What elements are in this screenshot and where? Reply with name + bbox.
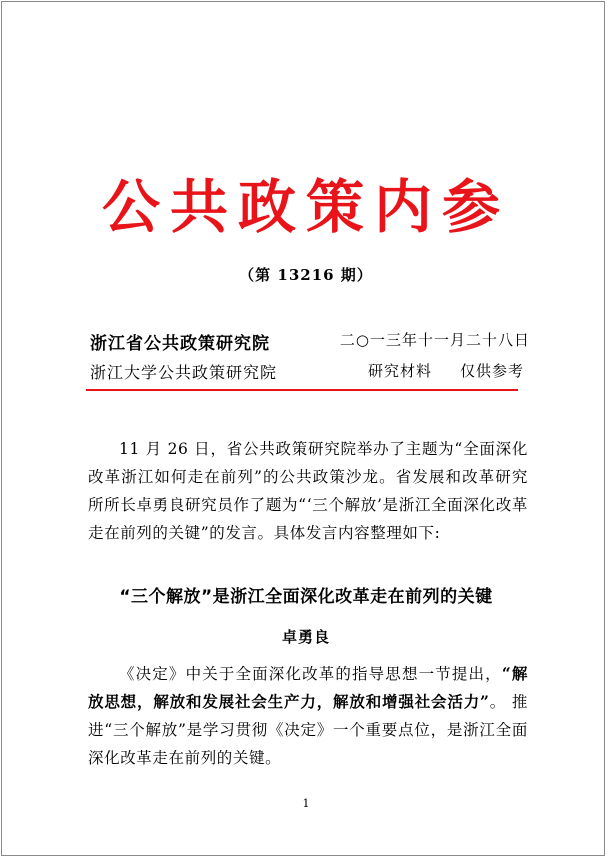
reference-label: 仅供参考 bbox=[460, 362, 525, 380]
issue-number: （第 13216 期） bbox=[239, 266, 373, 284]
section-title: “三个解放”是浙江全面深化改革走在前列的关键 bbox=[119, 587, 493, 607]
body-text-part1: 《决定》中关于全面深化改革的指导思想一节提出， bbox=[119, 665, 502, 683]
body-paragraph bbox=[88, 660, 528, 772]
body-text-emphasis: “解放思想，解放和发展社会生产力，解放和增强社会活力” bbox=[88, 664, 528, 711]
publish-date: 二○一三年十一月二十八日 bbox=[339, 331, 530, 349]
org-secondary: 浙江大学公共政策研究院 bbox=[90, 363, 278, 382]
body-text-part2: 。 推进“三个解放”是学习贯彻《决定》一个重要点位，是浙江全面深化改革走在前列的关键。 bbox=[88, 693, 528, 767]
org-primary: 浙江省公共政策研究院 bbox=[90, 334, 270, 354]
document-title: 公共政策内参 bbox=[101, 173, 510, 241]
author-name: 卓勇良 bbox=[281, 628, 330, 646]
document-page bbox=[1, 1, 605, 856]
material-label: 研究材料 bbox=[368, 362, 433, 380]
red-divider bbox=[86, 389, 518, 391]
page-number: 1 bbox=[302, 797, 310, 810]
intro-paragraph: 11 月 26 日，省公共政策研究院举办了主题为“全面深化改革浙江如何走在前列”的公共政策沙龙。省发展和改革研究所所长卓勇良研究员作了题为“‘三个解放’是浙江全面深化改革走在前列的关键”的发言。具体发言内容整理如下: bbox=[88, 440, 528, 542]
